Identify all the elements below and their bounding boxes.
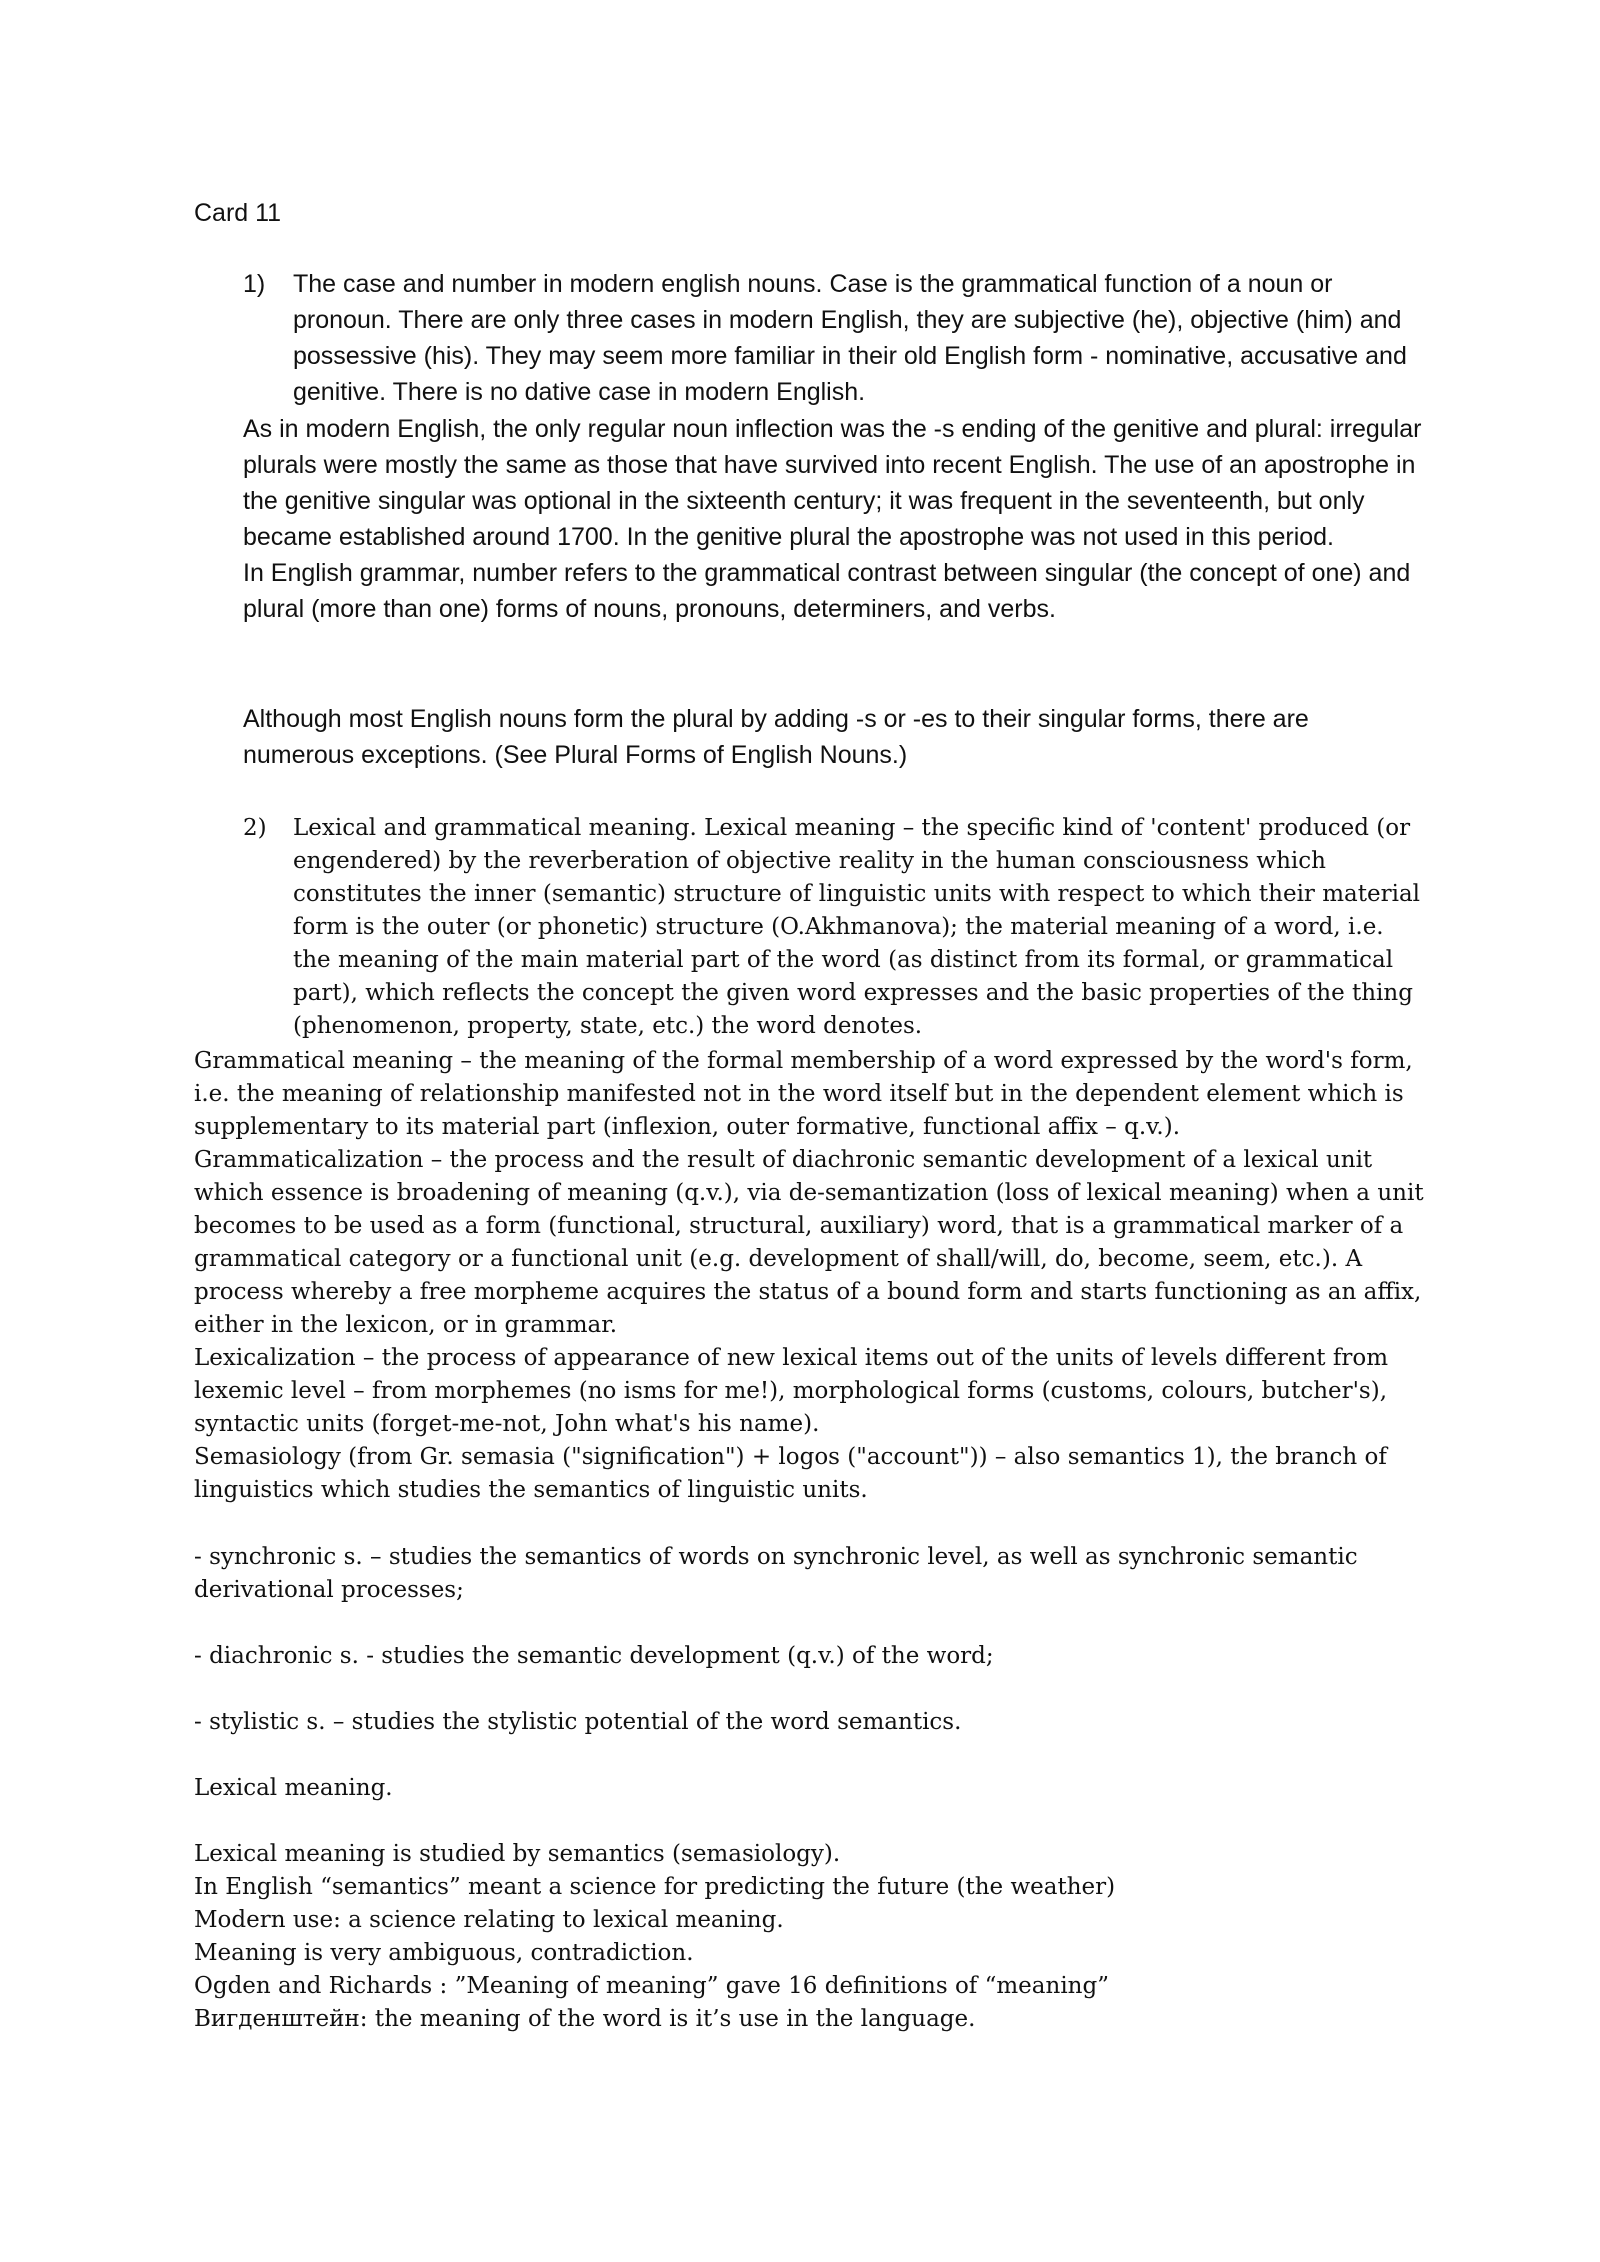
paragraph-inflection: As in modern English, the only regular noun inflection was the -s ending of the genitive and plural: irregular plurals were mostly the same as those that have survived into recent English. The use of an apostrophe in the genitive singular was optional in the sixteenth century; it was frequent in the seventeenth, but only became established around 1700. In the genitive plural the apostrophe was not used in this period. <box>243 415 1422 551</box>
paragraph-synchronic: - synchronic s. – studies the semantics of words on synchronic level, as well as synchronic semantic derivational processes; <box>194 1544 1358 1603</box>
definitions-block <box>194 1045 1424 1507</box>
paragraph-plural: Although most English nouns form the plural by adding -s or -es to their singular forms, there are numerous exceptions. (See Plural Forms of English Nouns.) <box>243 705 1309 769</box>
case-number-paragraphs <box>243 411 1423 627</box>
list-number-2: 2) <box>243 815 267 841</box>
note-line-2: In English “semantics” meant a science for predicting the future (the weather) <box>194 1874 1116 1900</box>
paragraph-grammaticalization: Grammaticalization – the process and the result of diachronic semantic development of a lexical unit which essence is broadening of meaning (q.v.), via de-semantization (loss of lexical meaning) when a unit becomes to be used as a form (functional, structural, auxiliary) word, that is a grammatical marker of a grammatical category or a functional unit (e.g. development of shall/will, do, become, seem, etc.). A process whereby a free morpheme acquires the status of a bound form and starts functioning as an affix, either in the lexicon, or in grammar. <box>194 1147 1424 1338</box>
list-item-2 <box>243 812 1423 1043</box>
card-title: Card 11 <box>194 199 282 227</box>
paragraph-diachronic: - diachronic s. - studies the semantic development (q.v.) of the word; <box>194 1643 994 1669</box>
lexical-meaning-notes <box>194 1838 1424 2036</box>
note-line-6: Вигденштейн: the meaning of the word is it’s use in the language. <box>194 2006 976 2032</box>
paragraph-grammatical-meaning: Grammatical meaning – the meaning of the formal membership of a word expressed by the word's form, i.e. the meaning of relationship manifested not in the word itself but in the dependent element which is supplementary to its material part (inflexion, outer formative, functional affix – q.v.). <box>194 1048 1413 1140</box>
paragraph-lexicalization: Lexicalization – the process of appearance of new lexical items out of the units of levels different from lexemic level – from morphemes (no isms for me!), morphological forms (customs, colours, butcher's), syntactic units (forget-me-not, John what's his name). <box>194 1345 1389 1437</box>
note-line-3: Modern use: a science relating to lexical meaning. <box>194 1907 784 1933</box>
paragraph-number: In English grammar, number refers to the grammatical contrast between singular (the concept of one) and plural (more than one) forms of nouns, pronouns, determiners, and verbs. <box>243 559 1411 623</box>
list-item-2-text: Lexical and grammatical meaning. Lexical meaning – the specific kind of 'content' produced (or engendered) by the reverberation of objective reality in the human consciousness which constitutes the inner (semantic) structure of linguistic units with respect to which their material form is the outer (or phonetic) structure (O.Akhmanova); the material meaning of a word, i.e. the meaning of the main material part of the word (as distinct from its formal, or grammatical part), which reflects the concept the given word expresses and the basic properties of the thing (phenomenon, property, state, etc.) the word denotes. <box>293 815 1421 1039</box>
note-line-5: Ogden and Richards : ”Meaning of meaning” gave 16 definitions of “meaning” <box>194 1973 1109 1999</box>
list-item-1 <box>243 266 1423 410</box>
list-number-1: 1) <box>243 270 266 298</box>
paragraph-semasiology: Semasiology (from Gr. semasia ("signification") + logos ("account")) – also semantics 1), the branch of linguistics which studies the semantics of linguistic units. <box>194 1444 1387 1503</box>
list-item-1-text: The case and number in modern english nouns. Case is the grammatical function of a noun or pronoun. There are only three cases in modern English, they are subjective (he), objective (him) and possessive (his). They may seem more familiar in their old English form - nominative, accusative and genitive. There is no dative case in modern English. <box>293 270 1407 406</box>
note-line-1: Lexical meaning is studied by semantics (semasiology). <box>194 1841 841 1867</box>
note-line-4: Meaning is very ambiguous, contradiction. <box>194 1940 694 1966</box>
paragraph-stylistic: - stylistic s. – studies the stylistic potential of the word semantics. <box>194 1709 962 1735</box>
heading-lexical-meaning: Lexical meaning. <box>194 1775 393 1801</box>
